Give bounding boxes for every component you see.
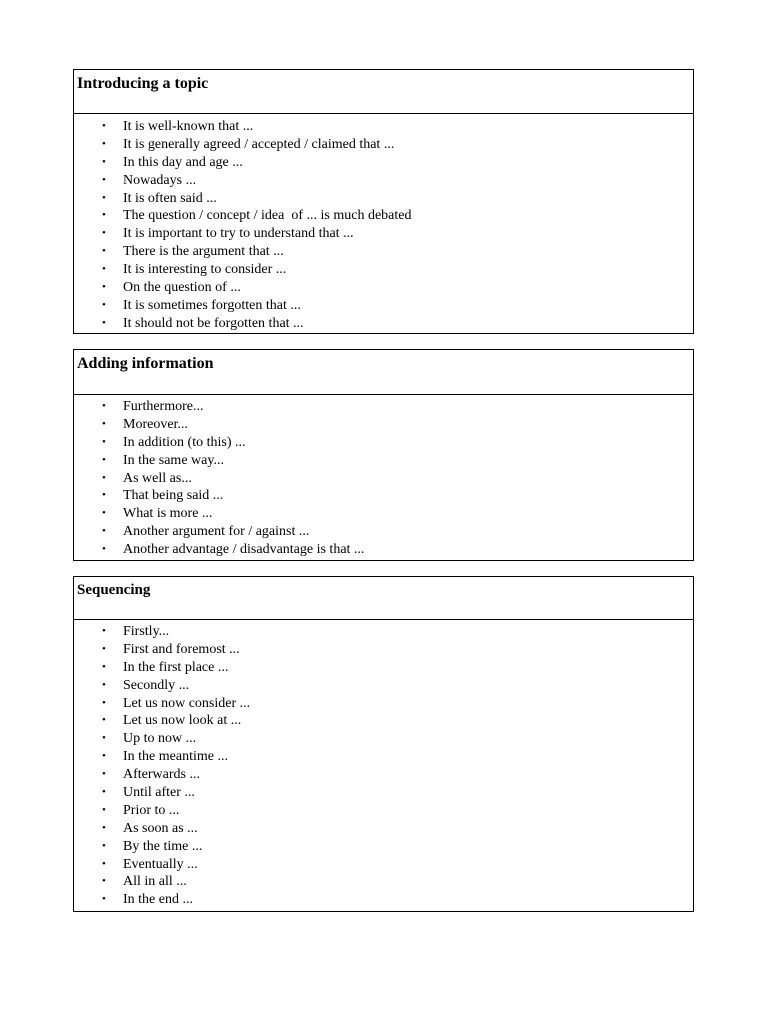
bullet-icon: • — [102, 155, 106, 168]
bullet-icon: • — [102, 191, 106, 204]
bullet-icon: • — [102, 543, 106, 556]
list-item-text: In addition (to this) ... — [123, 434, 246, 450]
list-item — [74, 416, 693, 434]
list-item — [74, 207, 693, 225]
list-item-text: Until after ... — [123, 785, 195, 801]
section-header — [74, 350, 693, 395]
list-item-text: It is well-known that ... — [123, 119, 254, 134]
bullet-icon: • — [102, 400, 106, 412]
bullet-icon: • — [102, 732, 106, 745]
list-item-text: Another advantage / disadvantage is that ... — [123, 542, 365, 558]
list-item — [74, 838, 693, 856]
bullet-icon: • — [102, 471, 106, 484]
list-item-text: There is the argument that ... — [123, 244, 284, 260]
list-item-text: Furthermore... — [123, 399, 204, 414]
list-item — [74, 677, 693, 695]
list-item — [74, 190, 693, 208]
bullet-icon: • — [102, 839, 106, 852]
list-item — [74, 225, 693, 243]
list-item — [74, 297, 693, 315]
list-item-text: On the question of ... — [123, 280, 241, 296]
bullet-icon: • — [102, 453, 106, 466]
section-header — [74, 577, 693, 620]
list-item-text: As well as... — [123, 470, 192, 486]
list-item — [74, 623, 693, 641]
list-item-text: It is important to try to understand that ... — [123, 226, 354, 242]
bullet-icon: • — [102, 821, 106, 834]
section-title: Sequencing — [77, 582, 151, 598]
bullet-icon: • — [102, 875, 106, 888]
list-item — [74, 856, 693, 874]
list-item — [74, 136, 693, 154]
list-item-text: All in all ... — [123, 874, 187, 890]
list-item — [74, 784, 693, 802]
section-sequencing — [73, 576, 694, 912]
bullet-icon: • — [102, 120, 106, 132]
bullet-icon: • — [102, 714, 106, 727]
list-item — [74, 766, 693, 784]
list-item — [74, 712, 693, 730]
bullet-icon: • — [102, 245, 106, 258]
list-item-text: It should not be forgotten that ... — [123, 315, 304, 331]
list-item-text: Secondly ... — [123, 677, 190, 693]
list-item — [74, 118, 693, 136]
list-item-text: Firstly... — [123, 624, 170, 639]
list-item — [74, 659, 693, 677]
section-title: Introducing a topic — [77, 75, 209, 92]
bullet-icon: • — [102, 625, 106, 637]
section-header — [74, 70, 693, 114]
bullet-icon: • — [102, 768, 106, 781]
list-item — [74, 172, 693, 190]
bullet-icon: • — [102, 660, 106, 673]
list-item-text: It is sometimes forgotten that ... — [123, 297, 301, 313]
list-item-text: Nowadays ... — [123, 172, 197, 188]
list-item — [74, 261, 693, 279]
list-item — [74, 730, 693, 748]
section-adding-information — [73, 349, 694, 561]
list-item-text: Prior to ... — [123, 802, 180, 818]
bullet-icon: • — [102, 435, 106, 448]
list-item-text: In the first place ... — [123, 659, 229, 675]
list-item-text: Let us now look at ... — [123, 713, 242, 729]
list-item-text: Let us now consider ... — [123, 695, 251, 711]
bullet-icon: • — [102, 750, 106, 763]
bullet-icon: • — [102, 316, 106, 329]
bullet-icon: • — [102, 227, 106, 240]
section-title: Adding information — [77, 355, 214, 372]
list-item — [74, 541, 693, 559]
list-item-text: What is more ... — [123, 506, 213, 522]
bullet-icon: • — [102, 786, 106, 799]
list-item-text: Moreover... — [123, 416, 188, 432]
list-item — [74, 154, 693, 172]
list-item-text: Eventually ... — [123, 856, 198, 872]
bullet-icon: • — [102, 489, 106, 502]
bullet-icon: • — [102, 209, 106, 222]
phrase-list — [74, 395, 693, 559]
list-item — [74, 695, 693, 713]
bullet-icon: • — [102, 678, 106, 691]
list-item — [74, 398, 693, 416]
bullet-icon: • — [102, 298, 106, 311]
bullet-icon: • — [102, 507, 106, 520]
list-item — [74, 315, 693, 333]
list-item — [74, 820, 693, 838]
list-item-text: Another argument for / against ... — [123, 524, 310, 540]
bullet-icon: • — [102, 893, 106, 906]
list-item-text: That being said ... — [123, 488, 224, 504]
list-item-text: It is often said ... — [123, 190, 217, 206]
bullet-icon: • — [102, 281, 106, 294]
list-item-text: The question / concept / idea of ... is much debated — [123, 208, 412, 224]
section-introducing-a-topic — [73, 69, 694, 334]
bullet-icon: • — [102, 137, 106, 150]
list-item-text: Afterwards ... — [123, 767, 200, 783]
list-item — [74, 873, 693, 891]
bullet-icon: • — [102, 642, 106, 655]
list-item — [74, 487, 693, 505]
bullet-icon: • — [102, 263, 106, 276]
list-item-text: By the time ... — [123, 838, 203, 854]
list-item — [74, 891, 693, 909]
list-item-text: In the end ... — [123, 892, 193, 908]
list-item-text: In this day and age ... — [123, 154, 243, 170]
list-item — [74, 452, 693, 470]
list-item-text: It is generally agreed / accepted / claimed that ... — [123, 136, 395, 152]
bullet-icon: • — [102, 173, 106, 186]
bullet-icon: • — [102, 857, 106, 870]
list-item-text: As soon as ... — [123, 820, 198, 836]
bullet-icon: • — [102, 696, 106, 709]
phrase-list — [74, 114, 693, 333]
list-item-text: In the meantime ... — [123, 749, 228, 765]
list-item-text: In the same way... — [123, 452, 224, 468]
phrase-list — [74, 620, 693, 909]
list-item — [74, 802, 693, 820]
list-item — [74, 434, 693, 452]
list-item — [74, 641, 693, 659]
bullet-icon: • — [102, 525, 106, 538]
list-item-text: Up to now ... — [123, 731, 197, 747]
list-item — [74, 748, 693, 766]
list-item — [74, 505, 693, 523]
bullet-icon: • — [102, 417, 106, 430]
bullet-icon: • — [102, 803, 106, 816]
list-item-text: First and foremost ... — [123, 641, 240, 657]
list-item — [74, 470, 693, 488]
list-item-text: It is interesting to consider ... — [123, 262, 287, 278]
list-item — [74, 243, 693, 261]
list-item — [74, 279, 693, 297]
list-item — [74, 523, 693, 541]
